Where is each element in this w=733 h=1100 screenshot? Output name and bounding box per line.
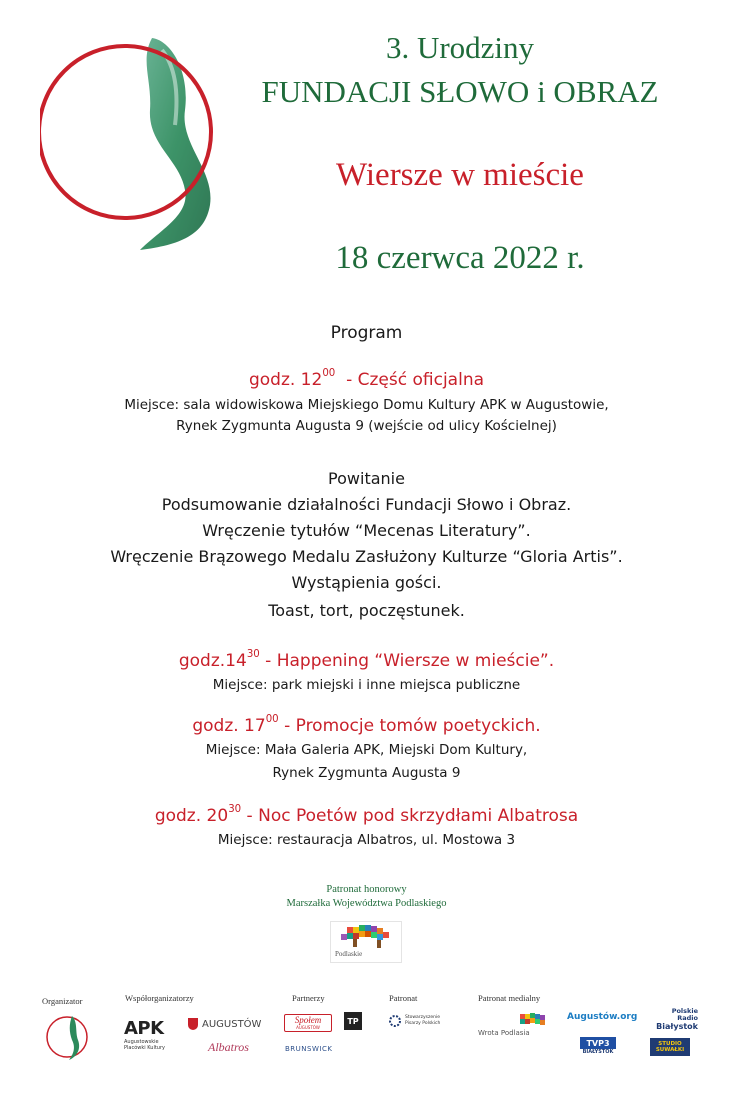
bison-icon	[331, 922, 401, 952]
program-item: Toast, tort, poczęstunek.	[268, 601, 465, 620]
spolem-logo-subtext: AUGUSTÓW	[296, 1025, 320, 1030]
section-promotions-time: godz. 17	[192, 716, 266, 736]
section-promotions-title: - Promocje tomów poetyckich.	[278, 716, 541, 736]
organizer-label: Organizator	[42, 996, 83, 1006]
albatros-logo: Albatros	[208, 1040, 249, 1054]
swp-logo-text: Stowarzyszenie Pisarzy Polskich	[405, 1015, 441, 1026]
studio-logo: STUDIO SUWAŁKI	[650, 1038, 690, 1056]
podlaskie-logo	[330, 921, 402, 963]
header-line2: FUNDACJI SŁOWO i OBRAZ	[261, 74, 659, 109]
radio-logo-line1: Polskie	[671, 1007, 698, 1015]
section-official-heading	[0, 370, 733, 390]
radio-logo-line3: Białystok	[656, 1022, 698, 1031]
swp-star-icon	[388, 1014, 402, 1028]
swp-logo	[388, 1010, 458, 1032]
brunswick-logo: BRUNSWICK	[285, 1045, 333, 1053]
apk-logo-text: APK	[124, 1018, 164, 1039]
section-night-heading	[0, 806, 733, 826]
media-label: Patronat medialny	[478, 993, 541, 1003]
section-official-time: godz. 12	[248, 370, 323, 390]
patronage-line2: Marszałka Województwa Podlaskiego	[286, 898, 447, 909]
patron-label: Patronat	[389, 993, 418, 1003]
wrota-logo	[478, 1012, 554, 1038]
wrota-bison-icon	[516, 1012, 552, 1030]
section-official-place1: Miejsce: sala widowiskowa Miejskiego Domu Kultury APK w Augustowie,	[124, 397, 609, 413]
program-title: Program	[330, 323, 403, 343]
section-promotions-heading	[0, 716, 733, 736]
section-night-time-sup: 30	[228, 804, 242, 815]
foundation-logo-icon	[45, 1012, 95, 1062]
section-promotions-place2: Rynek Zygmunta Augusta 9	[272, 765, 461, 781]
program-item: Wręczenie tytułów “Mecenas Literatury”.	[202, 521, 531, 540]
augustoworg-logo: Augustów.org	[567, 1012, 638, 1022]
spolem-logo	[284, 1014, 332, 1032]
program-item: Podsumowanie działalności Fundacji Słowo i Obraz.	[161, 495, 572, 514]
spolem-logo-text: Społem	[294, 1015, 322, 1025]
podlaskie-logo-text: Podlaskie	[335, 950, 363, 958]
section-happening-heading	[0, 651, 733, 671]
section-promotions-place1: Miejsce: Mała Galeria APK, Miejski Dom Kultury,	[205, 742, 528, 758]
section-official-place2: Rynek Zygmunta Augusta 9 (wejście od ulicy Kościelnej)	[176, 418, 557, 434]
tvp-logo-text: TVP3	[580, 1037, 616, 1049]
section-night-title: - Noc Poetów pod skrzydłami Albatrosa	[241, 806, 579, 826]
augustow-crest-icon	[188, 1018, 198, 1030]
section-happening-place1: Miejsce: park miejski i inne miejsca publiczne	[212, 677, 521, 693]
section-happening-time: godz.14	[178, 651, 247, 671]
section-happening-title: - Happening “Wiersze w mieście”.	[259, 651, 555, 671]
coorganizers-label: Współorganizatorzy	[125, 993, 194, 1003]
apk-logo-subtext: Augustowskie Placówki Kultury	[124, 1039, 165, 1051]
header-subtitle: Wiersze w mieście	[336, 157, 584, 193]
radio-logo	[648, 1008, 698, 1031]
organizer-logo	[45, 1012, 95, 1062]
patronage-line1: Patronat honorowy	[326, 884, 407, 895]
section-promotions-time-sup: 00	[265, 714, 279, 725]
section-official-time-sup: 00	[322, 368, 336, 379]
tvp-logo	[580, 1037, 616, 1055]
tp-logo: TP	[344, 1012, 362, 1030]
section-happening-time-sup: 30	[246, 649, 260, 660]
header-date: 18 czerwca 2022 r.	[335, 240, 585, 276]
radio-logo-line2: Radio	[677, 1014, 698, 1022]
wrota-logo-text: Wrota Podlasia	[478, 1029, 530, 1037]
header-line1: 3. Urodziny	[385, 30, 535, 65]
program-item: Wręczenie Brązowego Medalu Zasłużony Kulturze “Gloria Artis”.	[110, 547, 623, 566]
program-item: Powitanie	[328, 469, 405, 488]
section-night-time: godz. 20	[154, 806, 229, 826]
tvp-logo-subtext: BIAŁYSTOK	[582, 1049, 614, 1055]
apk-logo	[124, 1018, 174, 1051]
augustow-logo-text: AUGUSTÓW	[202, 1018, 262, 1030]
section-official-title: - Część oficjalna	[335, 370, 485, 390]
augustow-logo	[188, 1017, 268, 1031]
section-night-place1: Miejsce: restauracja Albatros, ul. Mostowa 3	[217, 832, 516, 848]
partners-label: Partnerzy	[292, 993, 325, 1003]
program-item: Wystąpienia gości.	[291, 573, 442, 592]
